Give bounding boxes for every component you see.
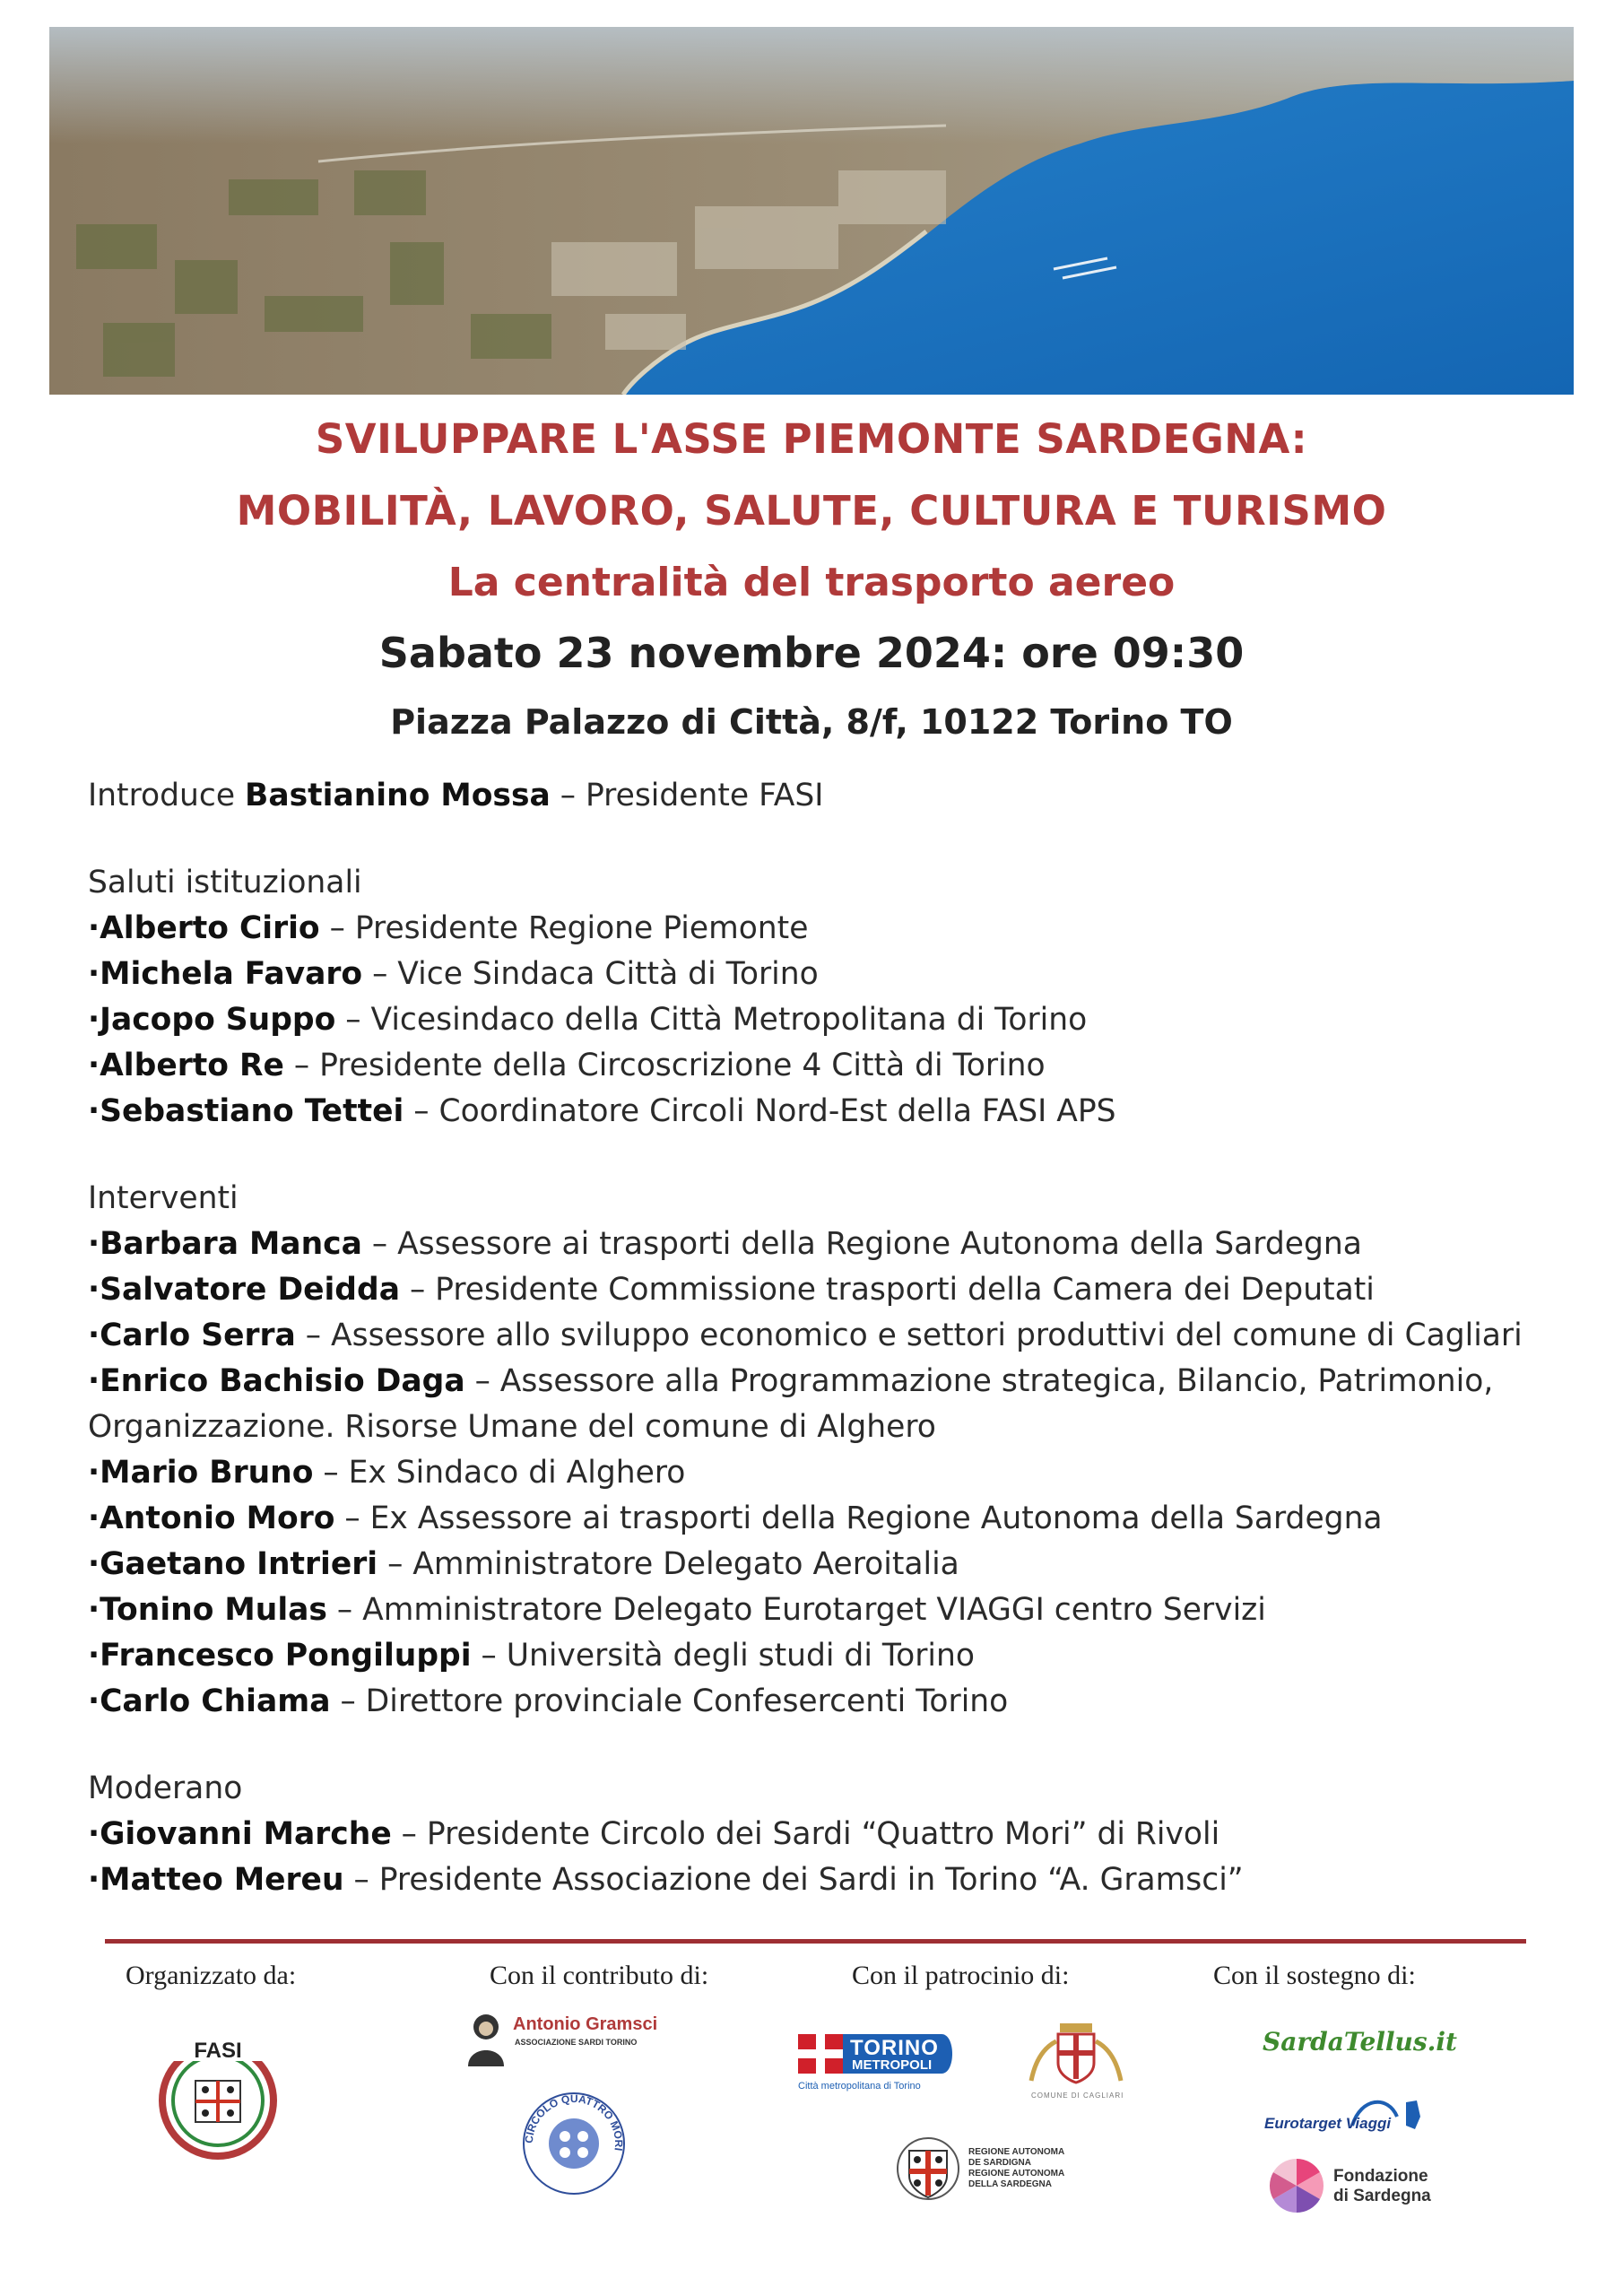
fondazione-sardegna-logo xyxy=(1269,2158,1466,2221)
gramsci-portrait-icon xyxy=(464,2009,508,2066)
comune-emblem-logo xyxy=(1022,2018,1130,2108)
list-item xyxy=(88,1450,1558,1496)
title-line-2: MOBILITÀ, LAVORO, SALUTE, CULTURA E TURISMO xyxy=(236,487,1387,535)
intro-line xyxy=(88,773,1558,819)
torino-metro-line1: TORINO xyxy=(850,2036,939,2060)
list-item xyxy=(88,1222,1558,1267)
person-role: – Assessore alla Programmazione strategica, Bilancio, Patrimonio, Organizzazione. Risorse Umane del comune di Alghero xyxy=(88,1363,1494,1445)
sponsors-footer xyxy=(0,1946,1623,2296)
comune-crest-icon xyxy=(1022,2018,1130,2090)
list-item xyxy=(88,1359,1558,1450)
list-item xyxy=(88,1267,1558,1313)
subtitle: La centralità del trasporto aereo xyxy=(447,560,1176,605)
person-name: ·Gaetano Intrieri xyxy=(88,1546,378,1582)
person-name: ·Francesco Pongiluppi xyxy=(88,1638,472,1674)
comune-label: COMUNE DI CAGLIARI xyxy=(1031,2092,1124,2100)
person-name: ·Alberto Re xyxy=(88,1048,284,1083)
ras-line1: REGIONE AUTONOMA xyxy=(968,2147,1065,2157)
person-name: ·Enrico Bachisio Daga xyxy=(88,1363,465,1399)
section-heading: Moderano xyxy=(88,1770,243,1806)
person-name: ·Giovanni Marche xyxy=(88,1816,392,1852)
contribution-label: Con il contributo di: xyxy=(490,1961,709,1990)
person-role: – Presidente della Circoscrizione 4 Città di Torino xyxy=(283,1048,1046,1083)
person-role: – Direttore provinciale Confesercenti Torino xyxy=(330,1683,1009,1719)
gramsci-sub: ASSOCIAZIONE SARDI TORINO xyxy=(515,2038,638,2047)
list-item xyxy=(88,1542,1558,1587)
person-role: – Presidente Regione Piemonte xyxy=(319,910,809,946)
program xyxy=(88,773,1558,1903)
event-date: Sabato 23 novembre 2024: ore 09:30 xyxy=(378,629,1245,677)
list-item xyxy=(88,1587,1558,1633)
intro-label: Introduce xyxy=(88,778,246,813)
quattro-mori-text: CIRCOLO QUATTRO MORI xyxy=(522,2092,626,2152)
person-name: ·Antonio Moro xyxy=(88,1500,335,1536)
section-heading: Saluti istituzionali xyxy=(88,865,362,900)
person-role: – Vicesindaco della Città Metropolitana di Torino xyxy=(335,1002,1088,1038)
person-name: ·Michela Favaro xyxy=(88,956,363,992)
person-name: ·Mario Bruno xyxy=(88,1455,314,1491)
person-name: ·Jacopo Suppo xyxy=(88,1002,336,1038)
person-role: – Ex Assessore ai trasporti della Regione Autonoma della Sardegna xyxy=(334,1500,1383,1536)
ras-line3: REGIONE AUTONOMA xyxy=(968,2169,1065,2179)
support-label: Con il sostegno di: xyxy=(1213,1961,1416,1990)
intro-role: – Presidente FASI xyxy=(550,778,824,813)
person-role: – Presidente Commissione trasporti della Camera dei Deputati xyxy=(399,1272,1375,1308)
footer-divider xyxy=(105,1939,1526,1944)
torino-metro-line2: METROPOLI xyxy=(852,2057,933,2073)
person-role: – Amministratore Delegato Eurotarget VIAGGI centro Servizi xyxy=(326,1592,1266,1628)
fasi-logo xyxy=(151,2029,285,2163)
gramsci-association-logo xyxy=(464,2009,698,2072)
list-item xyxy=(88,952,1558,997)
person-name: ·Salvatore Deidda xyxy=(88,1272,400,1308)
list-item xyxy=(88,906,1558,952)
list-item xyxy=(88,1812,1558,1857)
title-line-1: SVILUPPARE L'ASSE PIEMONTE SARDEGNA: xyxy=(315,415,1308,463)
sardatellus-text: SardaTellus.it xyxy=(1263,2027,1457,2057)
list-item xyxy=(88,997,1558,1043)
sardegna-crest-icon xyxy=(897,2135,959,2203)
coastline-illustration xyxy=(49,27,1574,395)
person-role: – Assessore ai trasporti della Regione Autonoma della Sardegna xyxy=(361,1226,1362,1262)
person-name: ·Matteo Mereu xyxy=(88,1862,344,1898)
person-role: – Università degli studi di Torino xyxy=(471,1638,975,1674)
gramsci-name: Antonio Gramsci xyxy=(513,2014,658,2034)
fondazione-line2: di Sardegna xyxy=(1333,2187,1431,2205)
list-item xyxy=(88,1857,1558,1903)
person-role: – Ex Sindaco di Alghero xyxy=(313,1455,686,1491)
regione-sardegna-logo xyxy=(897,2135,1094,2206)
section-heading: Interventi xyxy=(88,1180,239,1216)
person-name: ·Carlo Serra xyxy=(88,1318,296,1353)
torino-metro-sub: Città metropolitana di Torino xyxy=(798,2081,921,2092)
quattro-mori-logo xyxy=(520,2090,628,2197)
title-block xyxy=(0,404,1623,755)
person-name: ·Alberto Cirio xyxy=(88,910,320,946)
person-role: – Amministratore Delegato Aeroitalia xyxy=(378,1546,959,1582)
fondazione-text xyxy=(1333,2167,1431,2206)
ras-text xyxy=(968,2147,1064,2190)
hero-aerial-photo xyxy=(49,27,1574,395)
person-role: – Presidente Associazione dei Sardi in Torino “A. Gramsci” xyxy=(343,1862,1244,1898)
sardatellus-logo xyxy=(1263,2023,1460,2068)
fondazione-line1: Fondazione xyxy=(1333,2167,1428,2186)
person-role: – Presidente Circolo dei Sardi “Quattro Mori” di Rivoli xyxy=(391,1816,1220,1852)
eurotarget-logo xyxy=(1263,2090,1442,2144)
list-item xyxy=(88,1496,1558,1542)
eurotarget-text: Eurotarget Viaggi xyxy=(1264,2115,1392,2132)
organized-by-label: Organizzato da: xyxy=(126,1961,297,1990)
person-name: ·Sebastiano Tettei xyxy=(88,1093,404,1129)
ras-line4: DELLA SARDEGNA xyxy=(968,2179,1052,2189)
fondazione-pinwheel-icon xyxy=(1269,2158,1324,2213)
person-name: ·Carlo Chiama xyxy=(88,1683,331,1719)
person-role: – Vice Sindaca Città di Torino xyxy=(362,956,819,992)
list-item xyxy=(88,1679,1558,1725)
list-item xyxy=(88,1633,1558,1679)
person-name: ·Barbara Manca xyxy=(88,1226,362,1262)
person-role: – Coordinatore Circoli Nord-Est della FASI APS xyxy=(404,1093,1116,1129)
intro-name: Bastianino Mossa xyxy=(245,778,551,813)
event-address: Piazza Palazzo di Città, 8/f, 10122 Torino TO xyxy=(390,702,1233,742)
list-item xyxy=(88,1043,1558,1089)
list-item xyxy=(88,1313,1558,1359)
torino-metropoli-logo xyxy=(798,2029,959,2100)
fasi-logo-text: FASI xyxy=(194,2039,242,2063)
person-role: – Assessore allo sviluppo economico e settori produttivi del comune di Cagliari xyxy=(295,1318,1523,1353)
list-item xyxy=(88,1089,1558,1135)
person-name: ·Tonino Mulas xyxy=(88,1592,327,1628)
patronage-label: Con il patrocinio di: xyxy=(852,1961,1070,1990)
ras-line2: DE SARDIGNA xyxy=(968,2158,1032,2168)
